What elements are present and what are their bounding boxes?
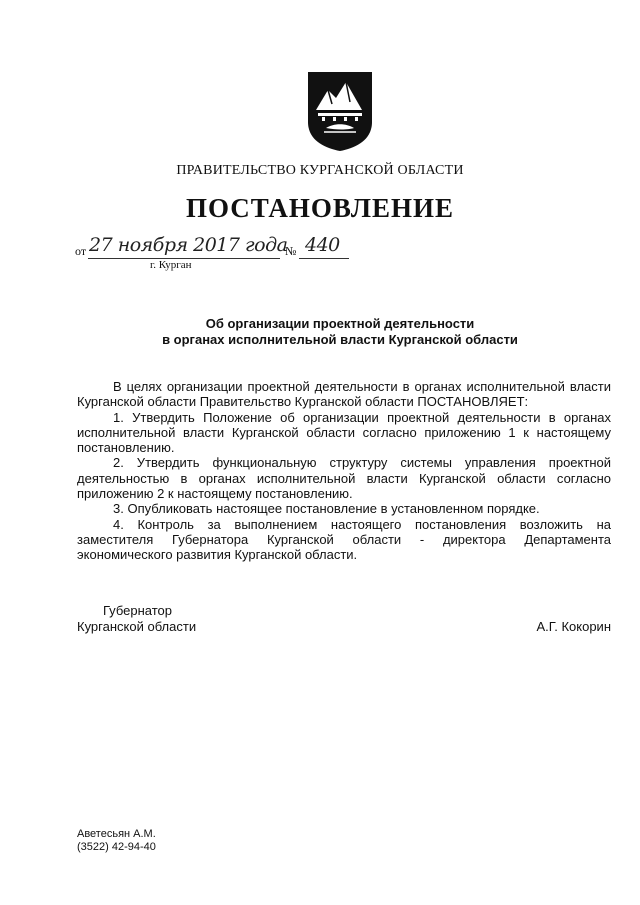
signatory-title-line-1: Губернатор <box>103 603 172 618</box>
executor-phone: (3522) 42-94-40 <box>77 841 156 853</box>
signatory-title-line-2: Курганской области <box>77 619 197 634</box>
document-type-title: ПОСТАНОВЛЕНИЕ <box>185 193 455 223</box>
handwritten-number: 440 <box>305 234 340 256</box>
document-subject <box>0 316 640 348</box>
document-body <box>77 379 611 563</box>
handwritten-date: 27 ноября 2017 года <box>89 234 288 256</box>
date-from-label: от <box>75 244 87 258</box>
city-label: г. Курган <box>150 259 192 271</box>
date-number-line <box>75 234 355 279</box>
subject-line-1: Об организации проектной деятельности <box>205 316 475 331</box>
number-label: № <box>285 244 297 258</box>
coat-of-arms-icon <box>306 70 374 152</box>
body-paragraph: 2. Утвердить функциональную структуру системы управления проектной деятельностью в органах исполнительной власти Курганской области согласно приложению 2 к настоящему постановлению. <box>77 455 611 502</box>
subject-line-2: в органах исполнительной власти Курганской области <box>162 332 518 347</box>
body-paragraph: 4. Контроль за выполнением настоящего постановления возложить на заместителя Губернатора Курганской области - директора Департамента экономического развития Курганской области. <box>77 516 611 563</box>
executor-name: Аветесьян А.М. <box>77 828 156 840</box>
signatory-name: А.Г. Кокорин <box>536 619 611 634</box>
body-paragraph: 3. Опубликовать настоящее постановление в установленном порядке. <box>113 501 540 517</box>
number-underline <box>299 258 349 259</box>
signatory-title <box>77 603 196 635</box>
body-paragraph: 1. Утвердить Положение об организации проектной деятельности в органах исполнительной власти Курганской области согласно приложению 1 к настоящему постановлению. <box>77 409 611 456</box>
executor-info <box>77 828 156 854</box>
body-paragraph: В целях организации проектной деятельности в органах исполнительной власти Курганской области Правительство Курганской области ПОСТАНОВЛЯЕТ: <box>77 379 611 410</box>
government-name: ПРАВИТЕЛЬСТВО КУРГАНСКОЙ ОБЛАСТИ <box>176 163 464 178</box>
